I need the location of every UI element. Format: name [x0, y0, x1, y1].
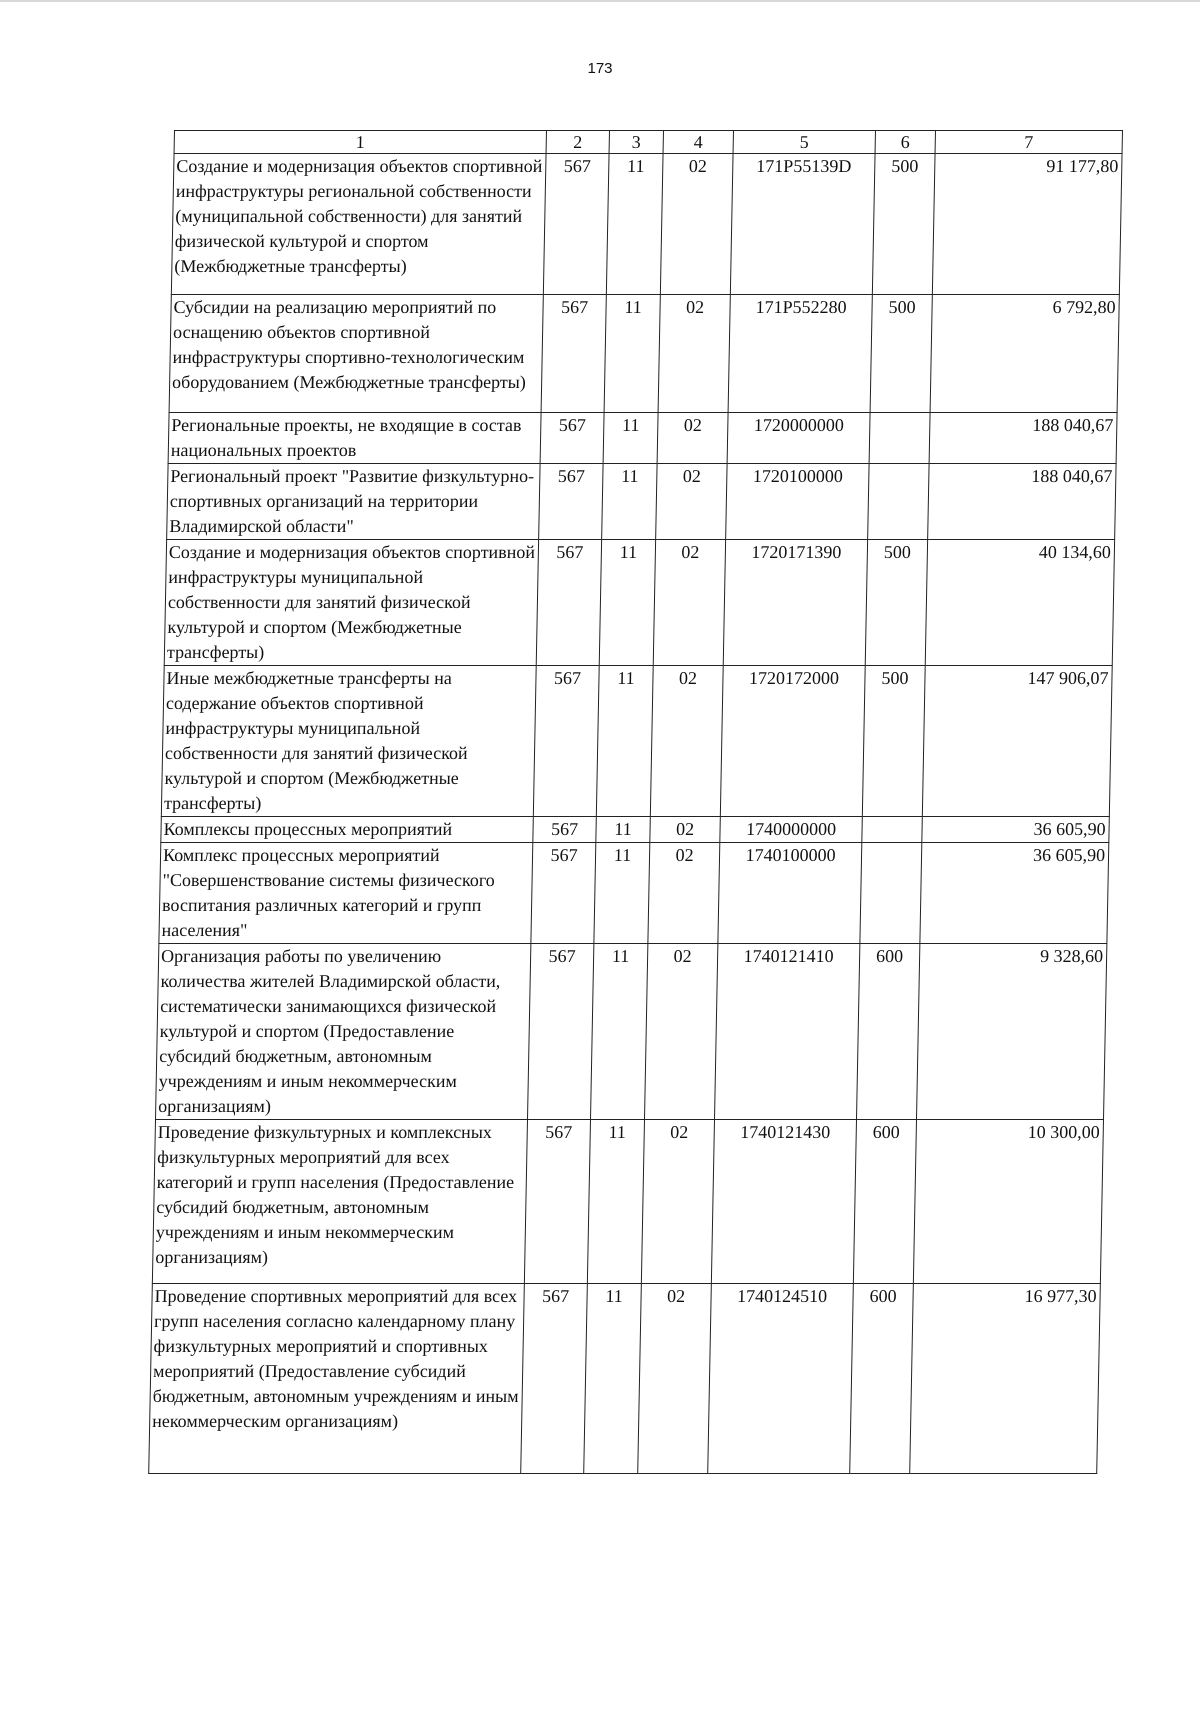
amount-cell: 147 906,07: [922, 666, 1112, 817]
row-name-cell: Региональные проекты, не входящие в состав национальных проектов: [168, 413, 541, 464]
ved-code-cell: 567: [531, 843, 596, 944]
target-article-code-cell: 1720100000: [726, 464, 869, 540]
table-row: [161, 817, 1109, 843]
row-name-cell: Проведение физкультурных и комплексных физкультурных мероприятий для всех категорий и групп населения (Предоставление субсидий бюджетным, автономным учреждениям и иным некоммерческим организациям): [152, 1120, 527, 1284]
section-code-cell: 11: [604, 295, 660, 413]
section-code-cell: 11: [606, 154, 663, 295]
ved-code-cell: 567: [540, 413, 604, 464]
expense-type-code-cell: [862, 817, 922, 843]
section-code-cell: 11: [596, 817, 650, 843]
budget-table: [148, 130, 1123, 1474]
table-row: [167, 464, 1116, 540]
row-name-cell: Иные межбюджетные трансферты на содержание объектов спортивной инфраструктуры муниципальной собственности для занятий физической культурой и спортом (Межбюджетные трансферты): [161, 666, 536, 817]
expense-type-code-cell: 600: [853, 1120, 916, 1284]
row-name-cell: Создание и модернизация объектов спортивной инфраструктуры муниципальной собственности для занятий физической культурой и спортом (Межбюджетные трансферты): [164, 540, 538, 666]
target-article-code-cell: 171P55139D: [730, 154, 875, 295]
expense-type-code-cell: 500: [870, 295, 932, 413]
table-row: [159, 843, 1109, 944]
target-article-code-cell: 1740124510: [708, 1284, 854, 1474]
table-row: [171, 154, 1122, 295]
section-code-cell: 11: [603, 413, 658, 464]
row-name-cell: Проведение спортивных мероприятий для всех групп населения согласно календарному плану физкультурных мероприятий и спортивных мероприятий (Предоставление субсидий бюджетным, автономным учреждениям и иным некоммерческим организациям): [149, 1284, 525, 1474]
target-article-code-cell: 1740000000: [720, 817, 862, 843]
subsection-code-cell: 02: [656, 464, 727, 540]
ved-code-cell: 567: [528, 944, 594, 1120]
target-article-code-cell: 1740100000: [718, 843, 862, 944]
amount-cell: 188 040,67: [928, 464, 1116, 540]
table-body: [149, 154, 1122, 1474]
subsection-code-cell: 02: [641, 1120, 714, 1284]
expense-type-code-cell: [869, 413, 930, 464]
row-name-cell: Региональный проект "Развитие физкультурно-спортивных организаций на территории Владимирской области": [167, 464, 540, 540]
ved-code-cell: 567: [539, 464, 603, 540]
row-name-cell: Создание и модернизация объектов спортивной инфраструктуры региональной собственности (муниципальной собственности) для занятий физической культурой и спортом (Межбюджетные трансферты): [171, 154, 546, 295]
row-name-cell: Субсидии на реализацию мероприятий по оснащению объектов спортивной инфраструктуры спортивно-технологическим оборудованием (Межбюджетные трансферты): [169, 295, 543, 413]
ved-code-cell: 567: [533, 817, 596, 843]
ved-code-cell: 567: [541, 295, 606, 413]
subsection-code-cell: 02: [658, 295, 730, 413]
section-code-cell: 11: [599, 540, 655, 666]
target-article-code-cell: 171P552280: [728, 295, 872, 413]
section-code-cell: 11: [584, 1284, 642, 1474]
amount-cell: 6 792,80: [930, 295, 1119, 413]
header-cell-7: 7: [935, 131, 1122, 154]
header-cell-3: 3: [609, 131, 663, 154]
header-cell-4: 4: [663, 131, 733, 154]
row-name-cell: Комплексы процессных мероприятий: [161, 817, 533, 843]
section-code-cell: 11: [596, 666, 653, 817]
target-article-code-cell: 1740121430: [711, 1120, 856, 1284]
scan-top-edge: [0, 0, 1200, 2]
page-number: 173: [587, 60, 613, 77]
expense-type-code-cell: 500: [862, 666, 925, 817]
section-code-cell: 11: [602, 464, 657, 540]
expense-type-code-cell: 600: [857, 944, 920, 1120]
section-code-cell: 11: [587, 1120, 644, 1284]
amount-cell: 188 040,67: [929, 413, 1117, 464]
header-cell-5: 5: [733, 131, 875, 154]
subsection-code-cell: 02: [653, 540, 725, 666]
expense-type-code-cell: 500: [865, 540, 927, 666]
ved-code-cell: 567: [543, 154, 609, 295]
expense-type-code-cell: [868, 464, 929, 540]
table-row: [156, 944, 1107, 1120]
target-article-code-cell: 1720171390: [723, 540, 867, 666]
table-row: [149, 1284, 1101, 1474]
ved-code-cell: 567: [521, 1284, 588, 1474]
table-row: [169, 295, 1119, 413]
ved-code-cell: 567: [533, 666, 599, 817]
header-cell-6: 6: [875, 131, 935, 154]
header-cell-1: 1: [174, 131, 546, 154]
amount-cell: 9 328,60: [917, 944, 1107, 1120]
target-article-code-cell: 1720172000: [720, 666, 865, 817]
row-name-cell: Комплекс процессных мероприятий "Совершенствование системы физического воспитания различных категорий и групп населения": [159, 843, 533, 944]
section-code-cell: 11: [594, 843, 650, 944]
amount-cell: 10 300,00: [913, 1120, 1103, 1284]
amount-cell: 36 605,90: [920, 843, 1109, 944]
ved-code-cell: 567: [524, 1120, 590, 1284]
expense-type-code-cell: [860, 843, 922, 944]
header-cell-2: 2: [546, 131, 609, 154]
header-row: [174, 131, 1122, 154]
subsection-code-cell: 02: [638, 1284, 712, 1474]
amount-cell: 91 177,80: [932, 154, 1122, 295]
expense-type-code-cell: 500: [872, 154, 935, 295]
amount-cell: 16 977,30: [910, 1284, 1101, 1474]
target-article-code-cell: 1720000000: [727, 413, 870, 464]
table-row: [168, 413, 1117, 464]
table-row: [164, 540, 1114, 666]
subsection-code-cell: 02: [645, 944, 718, 1120]
amount-cell: 36 605,90: [922, 817, 1109, 843]
section-code-cell: 11: [591, 944, 648, 1120]
subsection-code-cell: 02: [657, 413, 728, 464]
subsection-code-cell: 02: [650, 817, 720, 843]
expense-type-code-cell: 600: [850, 1284, 914, 1474]
subsection-code-cell: 02: [660, 154, 733, 295]
target-article-code-cell: 1740121410: [715, 944, 860, 1120]
row-name-cell: Организация работы по увеличению количества жителей Владимирской области, систематически занимающихся физической культурой и спортом (Предоставление субсидий бюджетным, автономным учреждениям и иным некоммерческим организациям): [156, 944, 531, 1120]
subsection-code-cell: 02: [648, 843, 720, 944]
table-row: [161, 666, 1112, 817]
subsection-code-cell: 02: [650, 666, 723, 817]
table-row: [152, 1120, 1103, 1284]
amount-cell: 40 134,60: [925, 540, 1114, 666]
ved-code-cell: 567: [536, 540, 601, 666]
